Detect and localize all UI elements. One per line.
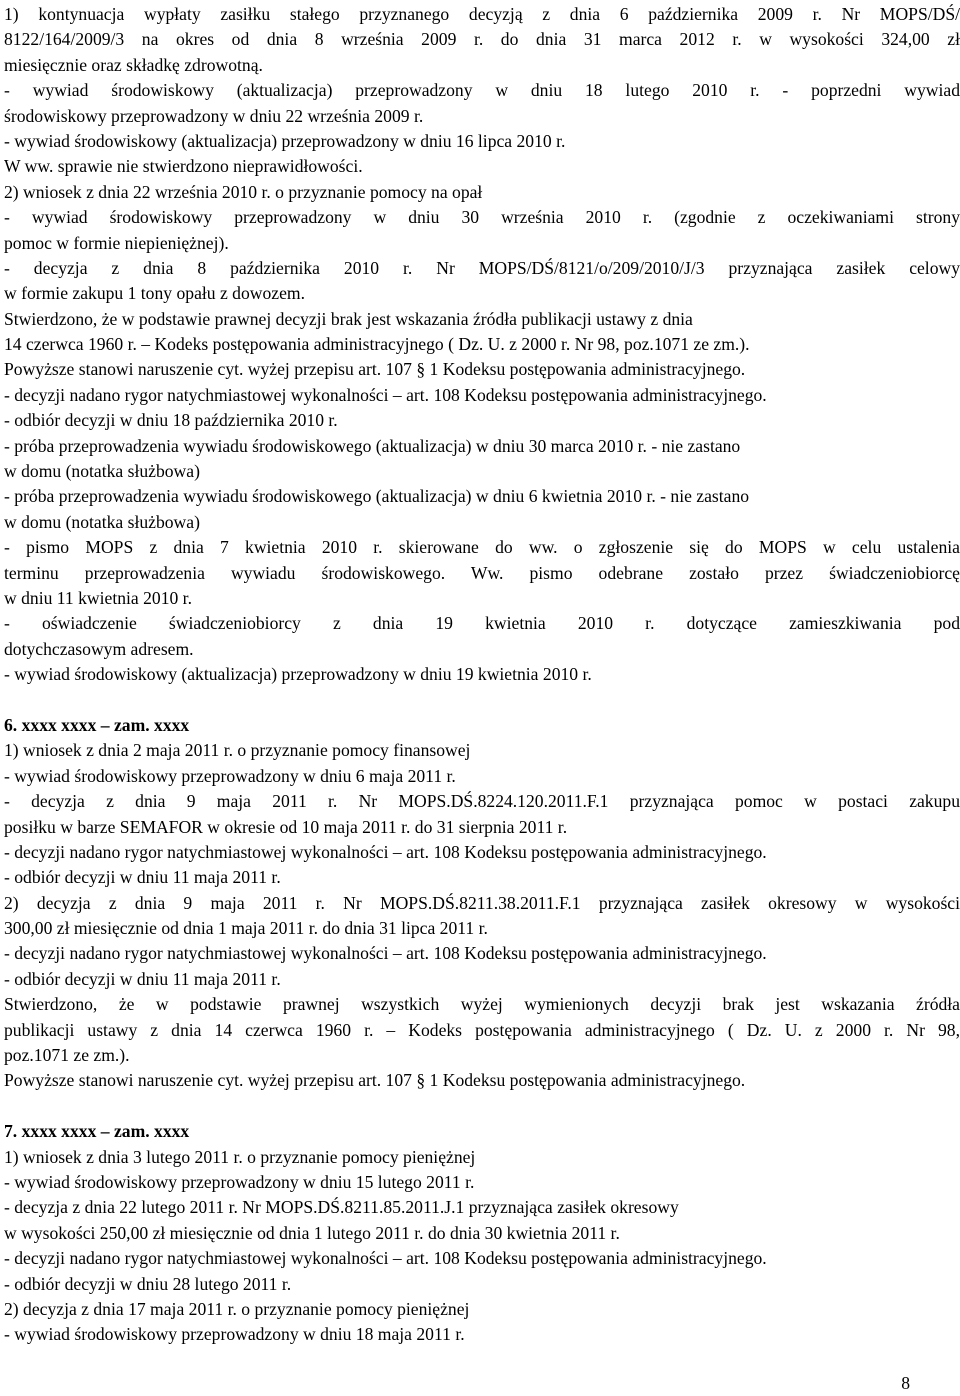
blank-line (4, 1094, 960, 1119)
text-line: - wywiad środowiskowy (aktualizacja) przeprowadzony w dniu 18 lutego 2010 r. - poprzedni wywiad (4, 80, 960, 101)
text-line: 2) decyzja z dnia 17 maja 2011 r. o przyznanie pomocy pieniężnej (4, 1298, 470, 1319)
text-line: publikacji ustawy z dnia 14 czerwca 1960 r. – Kodeks postępowania administracyjnego ( Dz. U. z 2000 r. Nr 98, (4, 1019, 960, 1040)
text-line: Stwierdzono, że w podstawie prawnej decyzji brak jest wskazania źródła publikacji ustawy z dnia (4, 308, 693, 329)
text-line: 1) wniosek z dnia 2 maja 2011 r. o przyznanie pomocy finansowej (4, 740, 471, 761)
text-line: 2) decyzja z dnia 9 maja 2011 r. Nr MOPS.DŚ.8211.38.2011.F.1 przyznająca zasiłek okresowy w wysokości (4, 892, 960, 913)
text-line: - pismo MOPS z dnia 7 kwietnia 2010 r. skierowane do ww. o zgłoszenie się do MOPS w celu ustalenia (4, 537, 960, 558)
text-line: - odbiór decyzji w dniu 28 lutego 2011 r. (4, 1273, 292, 1294)
text-line: - decyzji nadano rygor natychmiastowej wykonalności – art. 108 Kodeksu postępowania administracyjnego. (4, 1248, 767, 1269)
text-line: miesięcznie oraz składkę zdrowotną. (4, 54, 263, 75)
text-line: - wywiad środowiskowy (aktualizacja) przeprowadzony w dniu 19 kwietnia 2010 r. (4, 664, 592, 685)
text-line: - decyzji nadano rygor natychmiastowej wykonalności – art. 108 Kodeksu postępowania administracyjnego. (4, 384, 767, 405)
text-line: posiłku w barze SEMAFOR w okresie od 10 maja 2011 r. do 31 sierpnia 2011 r. (4, 816, 568, 837)
text-line: - wywiad środowiskowy przeprowadzony w dniu 18 maja 2011 r. (4, 1324, 465, 1345)
text-line: - decyzja z dnia 22 lutego 2011 r. Nr MOPS.DŚ.8211.85.2011.J.1 przyznająca zasiłek okresowy (4, 1197, 679, 1218)
text-line: - odbiór decyzji w dniu 11 maja 2011 r. (4, 867, 281, 888)
text-line: - decyzji nadano rygor natychmiastowej wykonalności – art. 108 Kodeksu postępowania administracyjnego. (4, 943, 767, 964)
text-line: Stwierdzono, że w podstawie prawnej wszystkich wyżej wymienionych decyzji brak jest wskazania źródła (4, 994, 960, 1015)
text-line: 1) wniosek z dnia 3 lutego 2011 r. o przyznanie pomocy pieniężnej (4, 1146, 476, 1167)
text-line: pomoc w formie niepieniężnej). (4, 232, 229, 253)
text-line: - decyzja z dnia 8 października 2010 r. Nr MOPS/DŚ/8121/o/209/2010/J/3 przyznająca zasiłek celowy (4, 257, 960, 278)
document-body (4, 2, 960, 1348)
section-heading: 6. xxxx xxxx – zam. xxxx (4, 714, 190, 735)
text-line: - próba przeprowadzenia wywiadu środowiskowego (aktualizacja) w dniu 30 marca 2010 r. - nie zastano (4, 435, 741, 456)
text-line: - odbiór decyzji w dniu 11 maja 2011 r. (4, 968, 281, 989)
text-line: dotychczasowym adresem. (4, 638, 194, 659)
text-line: 300,00 zł miesięcznie od dnia 1 maja 2011 r. do dnia 31 lipca 2011 r. (4, 918, 488, 939)
text-line: terminu przeprowadzenia wywiadu środowiskowego. Ww. pismo odebrane zostało przez świadczeniobiorcę (4, 562, 960, 583)
text-line: - odbiór decyzji w dniu 18 października 2010 r. (4, 410, 338, 431)
text-line: - wywiad środowiskowy przeprowadzony w dniu 6 maja 2011 r. (4, 765, 456, 786)
text-line: - oświadczenie świadczeniobiorcy z dnia 19 kwietnia 2010 r. dotyczące zamieszkiwania pod (4, 613, 960, 634)
text-line: Powyższe stanowi naruszenie cyt. wyżej przepisu art. 107 § 1 Kodeksu postępowania administracyjnego. (4, 359, 746, 380)
text-line: 2) wniosek z dnia 22 września 2010 r. o przyznanie pomocy na opał (4, 181, 483, 202)
text-line: - decyzja z dnia 9 maja 2011 r. Nr MOPS.DŚ.8224.120.2011.F.1 przyznająca pomoc w postaci zakupu (4, 791, 960, 812)
text-line: - decyzji nadano rygor natychmiastowej wykonalności – art. 108 Kodeksu postępowania administracyjnego. (4, 841, 767, 862)
text-line: w domu (notatka służbowa) (4, 511, 200, 532)
text-line: - wywiad środowiskowy (aktualizacja) przeprowadzony w dniu 16 lipca 2010 r. (4, 130, 566, 151)
blank-line (4, 688, 960, 713)
text-line: Powyższe stanowi naruszenie cyt. wyżej przepisu art. 107 § 1 Kodeksu postępowania administracyjnego. (4, 1070, 746, 1091)
section-heading: 7. xxxx xxxx – zam. xxxx (4, 1121, 190, 1142)
text-line: 8122/164/2009/3 na okres od dnia 8 września 2009 r. do dnia 31 marca 2012 r. w wysokości 324,00 zł (4, 29, 960, 50)
text-line: w formie zakupu 1 tony opału z dowozem. (4, 283, 305, 304)
text-line: środowiskowy przeprowadzony w dniu 22 września 2009 r. (4, 105, 424, 126)
text-line: 1) kontynuacja wypłaty zasiłku stałego przyznanego decyzją z dnia 6 października 2009 r. Nr MOPS/DŚ/ (4, 4, 960, 24)
text-line: - próba przeprowadzenia wywiadu środowiskowego (aktualizacja) w dniu 6 kwietnia 2010 r. - nie zastano (4, 486, 750, 507)
text-line: w dniu 11 kwietnia 2010 r. (4, 587, 192, 608)
text-line: W ww. sprawie nie stwierdzono nieprawidłowości. (4, 156, 363, 177)
text-line: - wywiad środowiskowy przeprowadzony w dniu 15 lutego 2011 r. (4, 1171, 475, 1192)
text-line: - wywiad środowiskowy przeprowadzony w dniu 30 września 2010 r. (zgodnie z oczekiwaniami strony (4, 207, 960, 228)
text-line: 14 czerwca 1960 r. – Kodeks postępowania administracyjnego ( Dz. U. z 2000 r. Nr 98, poz.1071 ze zm.). (4, 334, 750, 355)
page-number: 8 (901, 1373, 910, 1393)
text-line: poz.1071 ze zm.). (4, 1045, 130, 1066)
text-line: w domu (notatka służbowa) (4, 461, 200, 482)
text-line: w wysokości 250,00 zł miesięcznie od dnia 1 lutego 2011 r. do dnia 30 kwietnia 2011 r. (4, 1222, 620, 1243)
